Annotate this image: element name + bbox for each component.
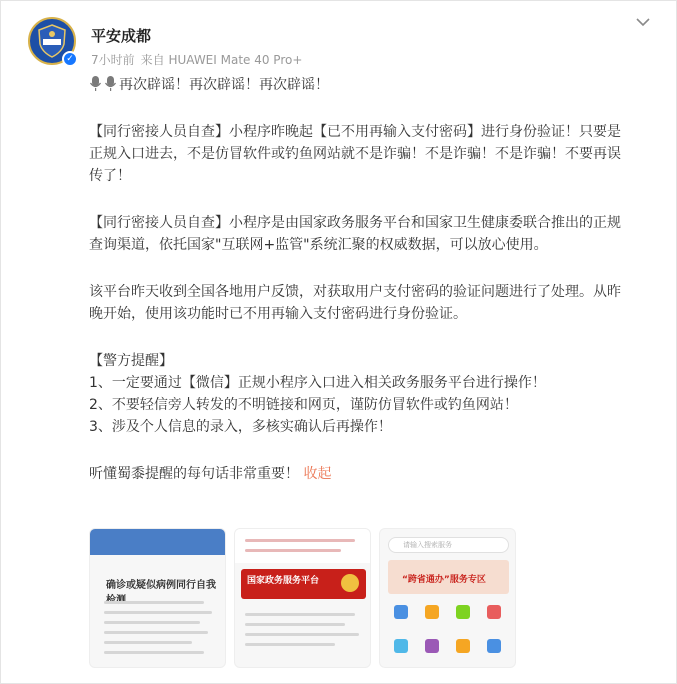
text-line bbox=[245, 633, 359, 636]
police-badge-icon bbox=[37, 24, 67, 58]
service-icon bbox=[425, 639, 439, 653]
chevron-down-icon[interactable] bbox=[634, 15, 652, 29]
image-thumbnail-1[interactable] bbox=[89, 528, 226, 668]
thumbnail-1-title: 确诊或疑似病例同行自我 bbox=[106, 580, 216, 591]
alert-item-3: 3、涉及个人信息的录入，多核实确认后再操作！ bbox=[89, 419, 392, 435]
national-emblem-icon bbox=[341, 574, 359, 592]
image-thumbnail-2[interactable] bbox=[234, 528, 371, 668]
paragraph-3-line-1: 该平台昨天收到全国各地用户反馈，对获取用户支付密码的验证问题进行了处理。从昨 bbox=[89, 284, 621, 300]
text-line bbox=[104, 611, 212, 614]
text-line bbox=[104, 621, 200, 624]
thumbnail-search-box: 请输入搜索服务 bbox=[388, 537, 509, 553]
text-line bbox=[245, 539, 355, 542]
image-thumbnail-3[interactable] bbox=[379, 528, 516, 668]
service-icon bbox=[425, 605, 439, 619]
alert-item-2: 2、不要轻信旁人转发的不明链接和网页，谨防仿冒软件或钓鱼网站！ bbox=[89, 397, 518, 413]
image-thumbnails bbox=[89, 528, 517, 668]
service-icon bbox=[394, 605, 408, 619]
microphone-emoji-icon bbox=[104, 75, 117, 92]
thumbnail-2-label: 国家政务服务平台 bbox=[247, 576, 320, 586]
text-line bbox=[245, 623, 345, 626]
text-line bbox=[104, 631, 208, 634]
service-icon bbox=[487, 639, 501, 653]
microphone-emoji-icon bbox=[89, 75, 102, 92]
service-icon bbox=[487, 605, 501, 619]
account-name[interactable]: 平安成都 bbox=[91, 27, 152, 45]
paragraph-2-line-2: 查询渠道，依托国家"互联网+监管"系统汇聚的权威数据，可以放心使用。 bbox=[89, 237, 548, 253]
paragraph-1-line-3: 传了！ bbox=[89, 168, 131, 184]
service-icon bbox=[456, 639, 470, 653]
paragraph-1-line-2: 正规入口进去，不是仿冒软件或钓鱼网站就不是诈骗！不是诈骗！不是诈骗！不要再误 bbox=[89, 146, 621, 162]
paragraph-2-line-1: 【同行密接人员自查】小程序是由国家政务服务平台和国家卫生健康委联合推出的正规 bbox=[89, 215, 621, 231]
paragraph-3-line-2: 晚开始，使用该功能时已不用再输入支付密码进行身份验证。 bbox=[89, 306, 467, 322]
text-line bbox=[245, 613, 355, 616]
collapse-link[interactable]: 收起 bbox=[303, 466, 332, 482]
post-intro-line bbox=[89, 74, 657, 96]
text-line bbox=[104, 641, 192, 644]
paragraph-1-line-1: 【同行密接人员自查】小程序昨晚起【已不用再输入支付密码】进行身份验证！只要是 bbox=[89, 124, 621, 140]
text-line bbox=[245, 643, 335, 646]
text-line bbox=[104, 601, 204, 604]
text-line bbox=[245, 549, 341, 552]
alert-title: 【警方提醒】 bbox=[89, 353, 173, 369]
post-source: 来自 HUAWEI Mate 40 Pro+ bbox=[140, 53, 303, 67]
closing-line bbox=[89, 463, 657, 485]
closing-text: 听懂蜀黍提醒的每句话非常重要！ bbox=[89, 466, 299, 482]
thumbnail-header bbox=[235, 529, 371, 563]
intro-text: 再次辟谣！再次辟谣！再次辟谣！ bbox=[119, 77, 329, 93]
verified-badge-icon: ✓ bbox=[62, 51, 78, 67]
thumbnail-banner bbox=[90, 529, 225, 555]
alert-item-1: 1、一定要通过【微信】正规小程序入口进入相关政务服务平台进行操作！ bbox=[89, 375, 546, 391]
post-body bbox=[89, 74, 657, 485]
post-meta bbox=[91, 51, 308, 68]
service-icon bbox=[394, 639, 408, 653]
post-time[interactable]: 7小时前 bbox=[91, 53, 135, 67]
service-icon bbox=[456, 605, 470, 619]
thumbnail-3-label: “跨省通办”服务专区 bbox=[402, 575, 486, 585]
text-line bbox=[104, 651, 204, 654]
